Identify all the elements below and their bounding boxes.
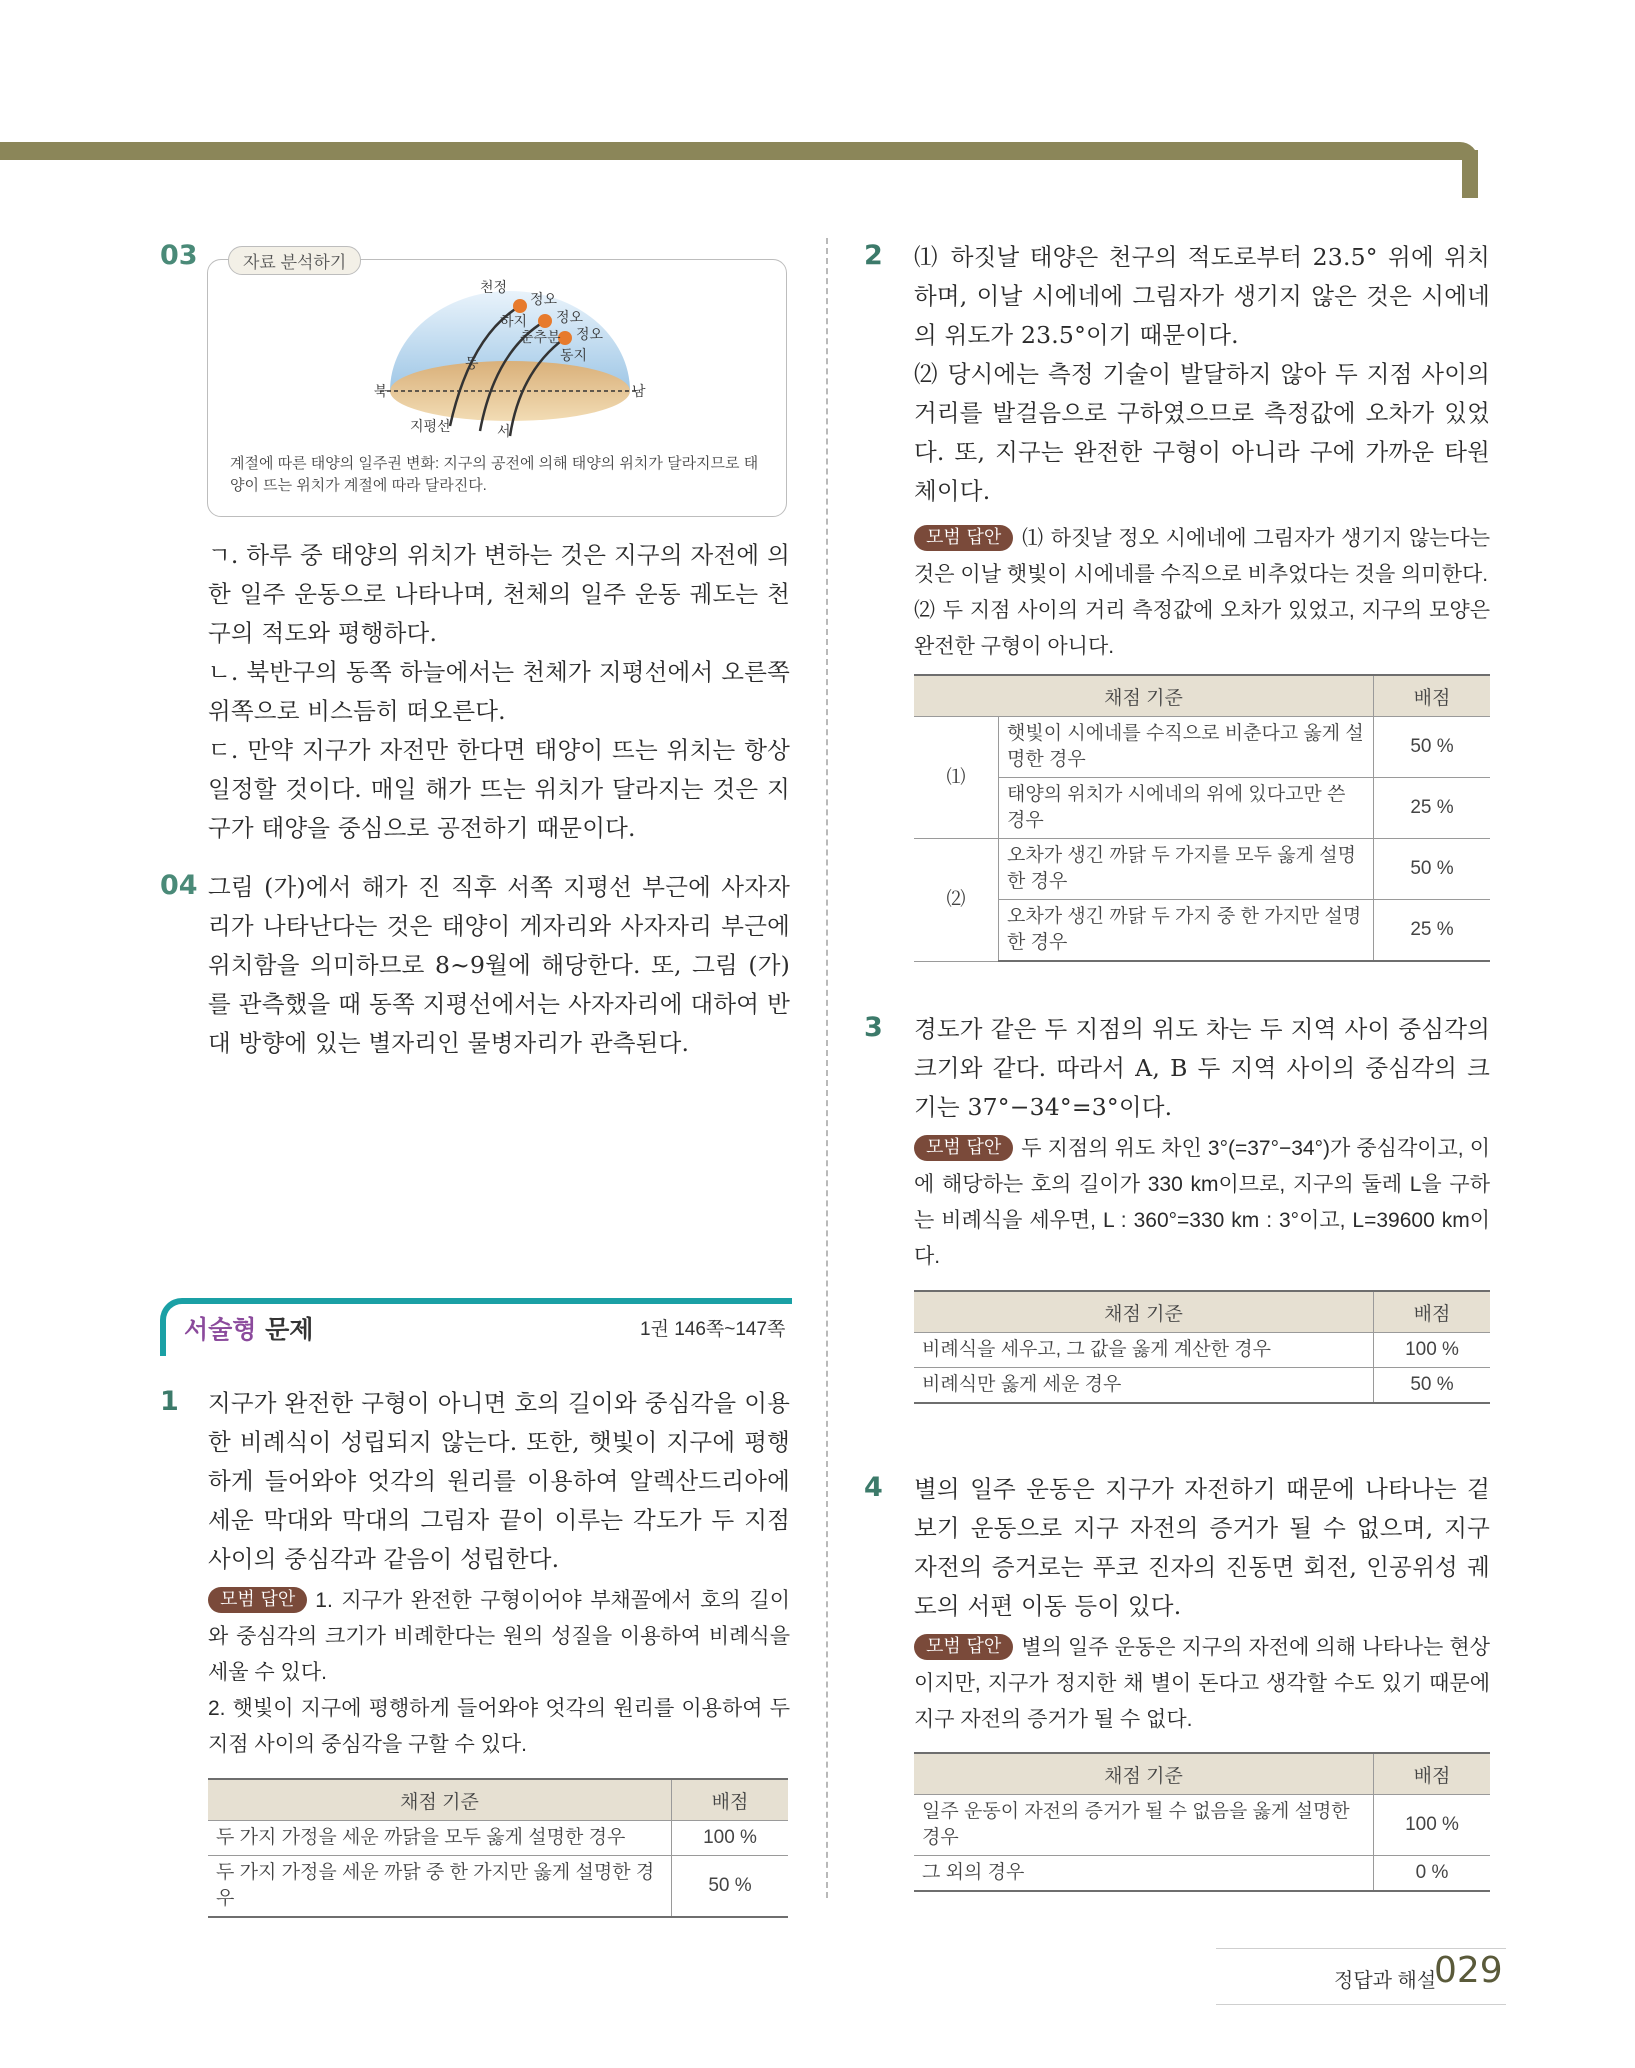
- q1-answer-1: [208, 1583, 790, 1691]
- q2-answer-1: [914, 521, 1490, 593]
- points-cell: 25 %: [1374, 900, 1491, 962]
- table-row: [914, 1795, 1490, 1856]
- q03-item-3: ㄷ. 만약 지구가 자전만 한다면 태양이 뜨는 위치는 항상 일정할 것이다. 매일 해가 뜨는 위치가 달라지는 것은 지구가 태양을 중심으로 공전하기 때문이다.: [208, 736, 790, 842]
- points-cell: 50 %: [1374, 1368, 1491, 1404]
- label-south: 남: [632, 384, 646, 400]
- points-cell: 25 %: [1374, 778, 1491, 839]
- q2-text-2: ⑵ 당시에는 측정 기술이 발달하지 않아 두 지점 사이의 거리를 발걸음으로 구하였으므로 측정값에 오차가 있었다. 또, 지구는 완전한 구형이 아니라 구에 가까운 타원체이다.: [914, 360, 1490, 505]
- figure-caption: 계절에 따른 태양의 일주권 변화: 지구의 공전에 의해 태양의 위치가 달라지므로 태양이 뜨는 위치가 계절에 따라 달라진다.: [230, 455, 759, 494]
- label-winter: 동지: [560, 348, 588, 364]
- points-cell: 100 %: [1374, 1333, 1491, 1368]
- table-row: [208, 1856, 788, 1918]
- table-row: [914, 900, 1490, 962]
- part-cell: ⑴: [914, 717, 999, 839]
- question-number-04: 04: [160, 870, 198, 901]
- label-west: 서: [497, 424, 511, 440]
- label-east: 동: [465, 356, 479, 372]
- criteria-cell: 오차가 생긴 까닭 두 가지 중 한 가지만 설명한 경우: [999, 900, 1374, 962]
- table-header-row: [914, 1291, 1490, 1333]
- criteria-header: 채점 기준: [208, 1779, 672, 1821]
- q4-score-table: [914, 1752, 1490, 1892]
- table-header-row: [914, 1753, 1490, 1795]
- points-cell: 50 %: [1374, 839, 1491, 900]
- q3-score-table: [914, 1290, 1490, 1404]
- question-number-2: 2: [864, 240, 883, 271]
- table-row: [914, 839, 1490, 900]
- q4-text: 별의 일주 운동은 지구가 자전하기 때문에 나타나는 겉보기 운동으로 지구 자전의 증거가 될 수 없으며, 지구 자전의 증거로는 푸코 진자의 진동면 회전, 인공위성 궤도의 서편 이동 등이 있다.: [914, 1475, 1490, 1620]
- criteria-cell: 태양의 위치가 시에네의 위에 있다고만 쓴 경우: [999, 778, 1374, 839]
- criteria-cell: 비례식을 세우고, 그 값을 옳게 계산한 경우: [914, 1333, 1374, 1368]
- q2-score-table: [914, 674, 1490, 962]
- label-noon-1: 정오: [530, 292, 558, 308]
- section-title: [184, 1310, 313, 1346]
- q2-answer-2: ⑵ 두 지점 사이의 거리 측정값에 오차가 있었고, 지구의 모양은 완전한 구형이 아니다.: [914, 599, 1490, 658]
- points-cell: 0 %: [1374, 1856, 1491, 1892]
- page-number: 029: [1434, 1950, 1503, 1991]
- q4-block: [856, 1470, 1490, 1738]
- section-title-rest: 문제: [256, 1315, 314, 1344]
- header-bar: [0, 142, 1478, 160]
- criteria-cell: 햇빛이 시에네를 수직으로 비춘다고 옳게 설명한 경우: [999, 717, 1374, 778]
- question-number-03: 03: [160, 240, 198, 271]
- model-answer-badge: 모범 답안: [208, 1587, 307, 1613]
- points-header: 배점: [1374, 1291, 1491, 1333]
- points-cell: 50 %: [672, 1856, 789, 1918]
- label-zenith: 천정: [480, 280, 508, 296]
- label-noon-3: 정오: [576, 327, 604, 343]
- footer-label: 정답과 해설: [1334, 1970, 1437, 1992]
- label-horizon: 지평선: [410, 419, 451, 435]
- criteria-cell: 그 외의 경우: [914, 1856, 1374, 1892]
- label-summer: 하지: [500, 314, 528, 330]
- table-row: [914, 1368, 1490, 1404]
- table-row: [208, 1821, 788, 1856]
- q3-text: 경도가 같은 두 지점의 위도 차는 두 지역 사이 중심각의 크기와 같다. 따라서 A, B 두 지역 사이의 중심각의 크기는 37°−34°=3°이다.: [914, 1015, 1490, 1121]
- q1-score-table: [208, 1778, 788, 1918]
- table-header-row: [208, 1779, 788, 1821]
- table-row: [914, 1333, 1490, 1368]
- points-cell: 50 %: [1374, 717, 1491, 778]
- question-number-4: 4: [864, 1472, 883, 1503]
- table-header-row: [914, 675, 1490, 717]
- criteria-header: 채점 기준: [914, 1753, 1374, 1795]
- footer-rule-bottom: [1216, 2004, 1506, 2005]
- sun-equinox: [538, 314, 552, 328]
- q04-block: [150, 868, 790, 1063]
- part-cell: ⑵: [914, 839, 999, 962]
- column-divider: [826, 238, 828, 1898]
- criteria-header: 채점 기준: [914, 1291, 1374, 1333]
- q03-item-2: ㄴ. 북반구의 동쪽 하늘에서는 천체가 지평선에서 오른쪽 위쪽으로 비스듬히 떠오른다.: [208, 658, 790, 725]
- q2-block: [856, 238, 1490, 665]
- figure-tag: 자료 분석하기: [228, 246, 361, 275]
- q2-text-1: ⑴ 하짓날 태양은 천구의 적도로부터 23.5° 위에 위치하며, 이날 시에네에 그림자가 생기지 않은 것은 시에네의 위도가 23.5°이기 때문이다.: [914, 243, 1490, 349]
- table-row: [914, 778, 1490, 839]
- model-answer-badge: 모범 답안: [914, 1135, 1013, 1161]
- q4-answer: [914, 1630, 1490, 1738]
- criteria-cell: 오차가 생긴 까닭 두 가지를 모두 옳게 설명한 경우: [999, 839, 1374, 900]
- q1-answer-2: 2. 햇빛이 지구에 평행하게 들어와야 엇각의 원리를 이용하여 두 지점 사이의 중심각을 구할 수 있다.: [208, 1697, 790, 1756]
- q1-answer-1-text: 1. 지구가 완전한 구형이어야 부채꼴에서 호의 길이와 중심각의 크기가 비례한다는 원의 성질을 이용하여 비례식을 세울 수 있다.: [208, 1589, 790, 1684]
- q04-text: 그림 (가)에서 해가 진 직후 서쪽 지평선 부근에 사자자리가 나타난다는 것은 태양이 게자리와 사자자리 부근에 위치함을 의미하므로 8~9월에 해당한다. 또, 그림 (가)를 관측했을 때 동쪽 지평선에서는 사자자리에 대하여 반대 방향에 있는 별자리인 물병자리가 관측된다.: [208, 873, 790, 1057]
- q1-text: 지구가 완전한 구형이 아니면 호의 길이와 중심각을 이용한 비례식이 성립되지 않는다. 또한, 햇빛이 지구에 평행하게 들어와야 엇각의 원리를 이용하여 알렉산드리아에 세운 막대와 막대의 그림자 끝이 이루는 각도가 두 지점 사이의 중심각과 같음이 성립한다.: [208, 1389, 790, 1573]
- q3-answer-text: 두 지점의 위도 차인 3°(=37°−34°)가 중심각이고, 이에 해당하는 호의 길이가 330 km이므로, 지구의 둘레 L을 구하는 비례식을 세우면, L : 360°=330 km : 3°이고, L=39600 km이다.: [914, 1137, 1490, 1268]
- criteria-header: 채점 기준: [914, 675, 1374, 717]
- question-number-1: 1: [160, 1386, 179, 1417]
- points-cell: 100 %: [1374, 1795, 1491, 1856]
- question-number-3: 3: [864, 1012, 883, 1043]
- points-header: 배점: [672, 1779, 789, 1821]
- q03-item-1: ㄱ. 하루 중 태양의 위치가 변하는 것은 지구의 자전에 의한 일주 운동으로 나타나며, 천체의 일주 운동 궤도는 천구의 적도와 평행하다.: [208, 541, 790, 647]
- model-answer-badge: 모범 답안: [914, 525, 1013, 551]
- criteria-cell: 두 가지 가정을 세운 까닭 중 한 가지만 옳게 설명한 경우: [208, 1856, 672, 1918]
- label-equinox: 춘추분: [520, 330, 561, 346]
- points-cell: 100 %: [672, 1821, 789, 1856]
- table-row: [914, 717, 1490, 778]
- points-header: 배점: [1374, 1753, 1491, 1795]
- q03-items: [150, 536, 790, 848]
- section-pages: 1권 146쪽~147쪽: [640, 1319, 786, 1340]
- label-north: 북: [374, 384, 388, 400]
- table-row: [914, 1856, 1490, 1892]
- footer-rule-top: [1216, 1948, 1506, 1949]
- q4-answer-text: 별의 일주 운동은 지구의 자전에 의해 나타나는 현상이지만, 지구가 정지한 채 별이 돈다고 생각할 수도 있기 때문에 지구 자전의 증거가 될 수 없다.: [914, 1636, 1490, 1731]
- criteria-cell: 일주 운동이 자전의 증거가 될 수 없음을 옳게 설명한 경우: [914, 1795, 1374, 1856]
- q3-block: [856, 1010, 1490, 1275]
- q2-answer-1-text: ⑴ 하짓날 정오 시에네에 그림자가 생기지 않는다는 것은 이날 햇빛이 시에네를 수직으로 비추었다는 것을 의미한다.: [914, 527, 1490, 586]
- model-answer-badge: 모범 답안: [914, 1634, 1013, 1660]
- section-title-highlight: 서술형: [184, 1315, 257, 1344]
- sun-summer: [513, 299, 527, 313]
- label-noon-2: 정오: [556, 310, 584, 326]
- criteria-cell: 비례식만 옳게 세운 경우: [914, 1368, 1374, 1404]
- criteria-cell: 두 가지 가정을 세운 까닭을 모두 옳게 설명한 경우: [208, 1821, 672, 1856]
- diurnal-motion-diagram: [370, 276, 650, 446]
- points-header: 배점: [1374, 675, 1491, 717]
- q3-answer: [914, 1131, 1490, 1275]
- q1-block: [150, 1384, 790, 1763]
- header-bar-hook: [1462, 150, 1478, 198]
